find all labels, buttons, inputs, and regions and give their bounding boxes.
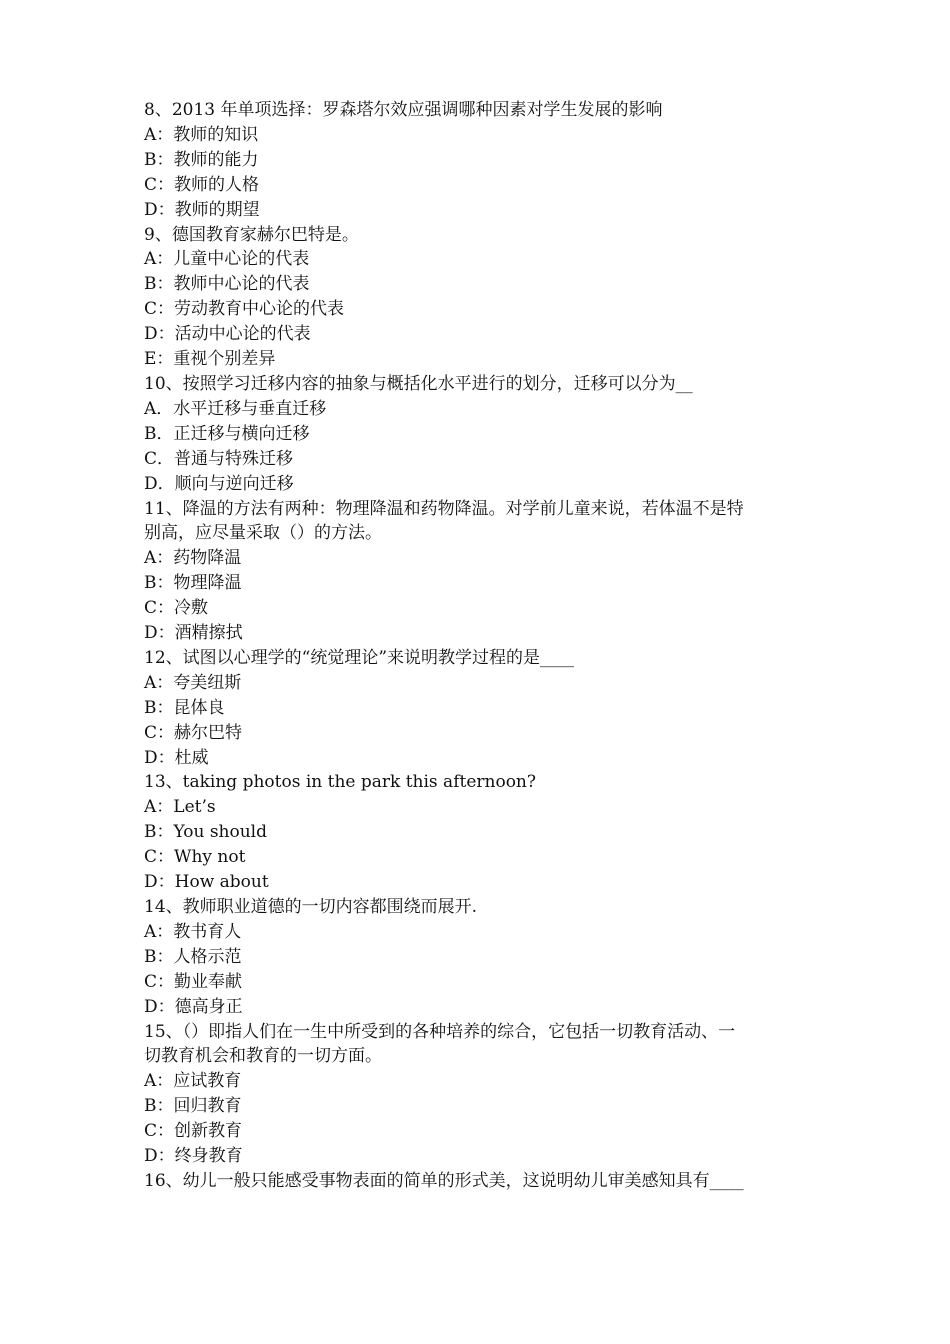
question-10 xyxy=(144,372,824,497)
question-8 xyxy=(144,98,824,223)
answer-option: A：教师的知识 xyxy=(144,124,259,145)
question-text: 12、试图以心理学的“统觉理论”来说明教学过程的是____ xyxy=(144,647,575,668)
question-13 xyxy=(144,770,824,895)
answer-option: C：教师的人格 xyxy=(144,174,260,195)
question-text: 切教育机会和教育的一切方面。 xyxy=(144,1046,382,1067)
answer-option: B：教师中心论的代表 xyxy=(144,274,310,295)
question-text: 11、降温的方法有两种：物理降温和药物降温。对学前儿童来说，若体温不是特 xyxy=(144,498,744,519)
answer-option: B：人格示范 xyxy=(144,946,242,967)
question-text: 15、（）即指人们在一生中所受到的各种培养的综合，它包括一切教育活动、一 xyxy=(144,1021,736,1042)
answer-option: D：德高身正 xyxy=(144,996,243,1017)
answer-option: C．普通与特殊迁移 xyxy=(144,448,294,469)
answer-option: B：You should xyxy=(144,822,268,843)
answer-option: C：创新教育 xyxy=(144,1121,243,1142)
question-text: 10、按照学习迁移内容的抽象与概括化水平进行的划分，迁移可以分为__ xyxy=(144,373,693,394)
question-14 xyxy=(144,895,824,1020)
question-9 xyxy=(144,223,824,372)
answer-option: B：物理降温 xyxy=(144,573,242,594)
answer-option: D：终身教育 xyxy=(144,1146,243,1167)
question-15 xyxy=(144,1020,824,1169)
answer-option: B：昆体良 xyxy=(144,697,225,718)
answer-option: B：回归教育 xyxy=(144,1096,242,1117)
question-text: 16、幼儿一般只能感受事物表面的简单的形式美，这说明幼儿审美感知具有____ xyxy=(144,1170,744,1191)
answer-option: D．顺向与逆向迁移 xyxy=(144,473,294,494)
answer-option: A：药物降温 xyxy=(144,548,242,569)
question-text: 13、taking photos in the park this afternoon? xyxy=(144,772,536,793)
answer-option: C：Why not xyxy=(144,847,246,868)
question-text: 14、教师职业道德的一切内容都围绕而展开. xyxy=(144,897,478,917)
question-list xyxy=(144,98,824,1194)
answer-option: D：活动中心论的代表 xyxy=(144,324,311,345)
answer-option: A：儿童中心论的代表 xyxy=(144,249,310,270)
answer-option: C：劳动教育中心论的代表 xyxy=(144,299,345,320)
question-text: 8、2013 年单项选择：罗森塔尔效应强调哪种因素对学生发展的影响 xyxy=(144,100,663,120)
answer-option: A：应试教育 xyxy=(144,1071,242,1092)
answer-option: B：教师的能力 xyxy=(144,149,259,170)
question-12 xyxy=(144,646,824,771)
answer-option: C：赫尔巴特 xyxy=(144,722,243,743)
answer-option: C：勤业奉献 xyxy=(144,971,243,992)
answer-option: A．水平迁移与垂直迁移 xyxy=(144,398,327,419)
answer-option: D：杜威 xyxy=(144,747,209,768)
answer-option: A：Let’s xyxy=(144,797,216,818)
answer-option: D：How about xyxy=(144,872,269,893)
question-16 xyxy=(144,1169,824,1194)
answer-option: B．正迁移与横向迁移 xyxy=(144,423,310,444)
question-11 xyxy=(144,497,824,646)
question-text: 9、德国教育家赫尔巴特是。 xyxy=(144,224,359,245)
answer-option: E：重视个别差异 xyxy=(144,349,276,370)
answer-option: A：夸美纽斯 xyxy=(144,672,242,693)
answer-option: A：教书育人 xyxy=(144,921,242,942)
answer-option: D：酒精擦拭 xyxy=(144,623,243,644)
answer-option: C：冷敷 xyxy=(144,598,209,619)
question-text: 别高，应尽量采取（）的方法。 xyxy=(144,523,382,544)
answer-option: D：教师的期望 xyxy=(144,199,260,220)
